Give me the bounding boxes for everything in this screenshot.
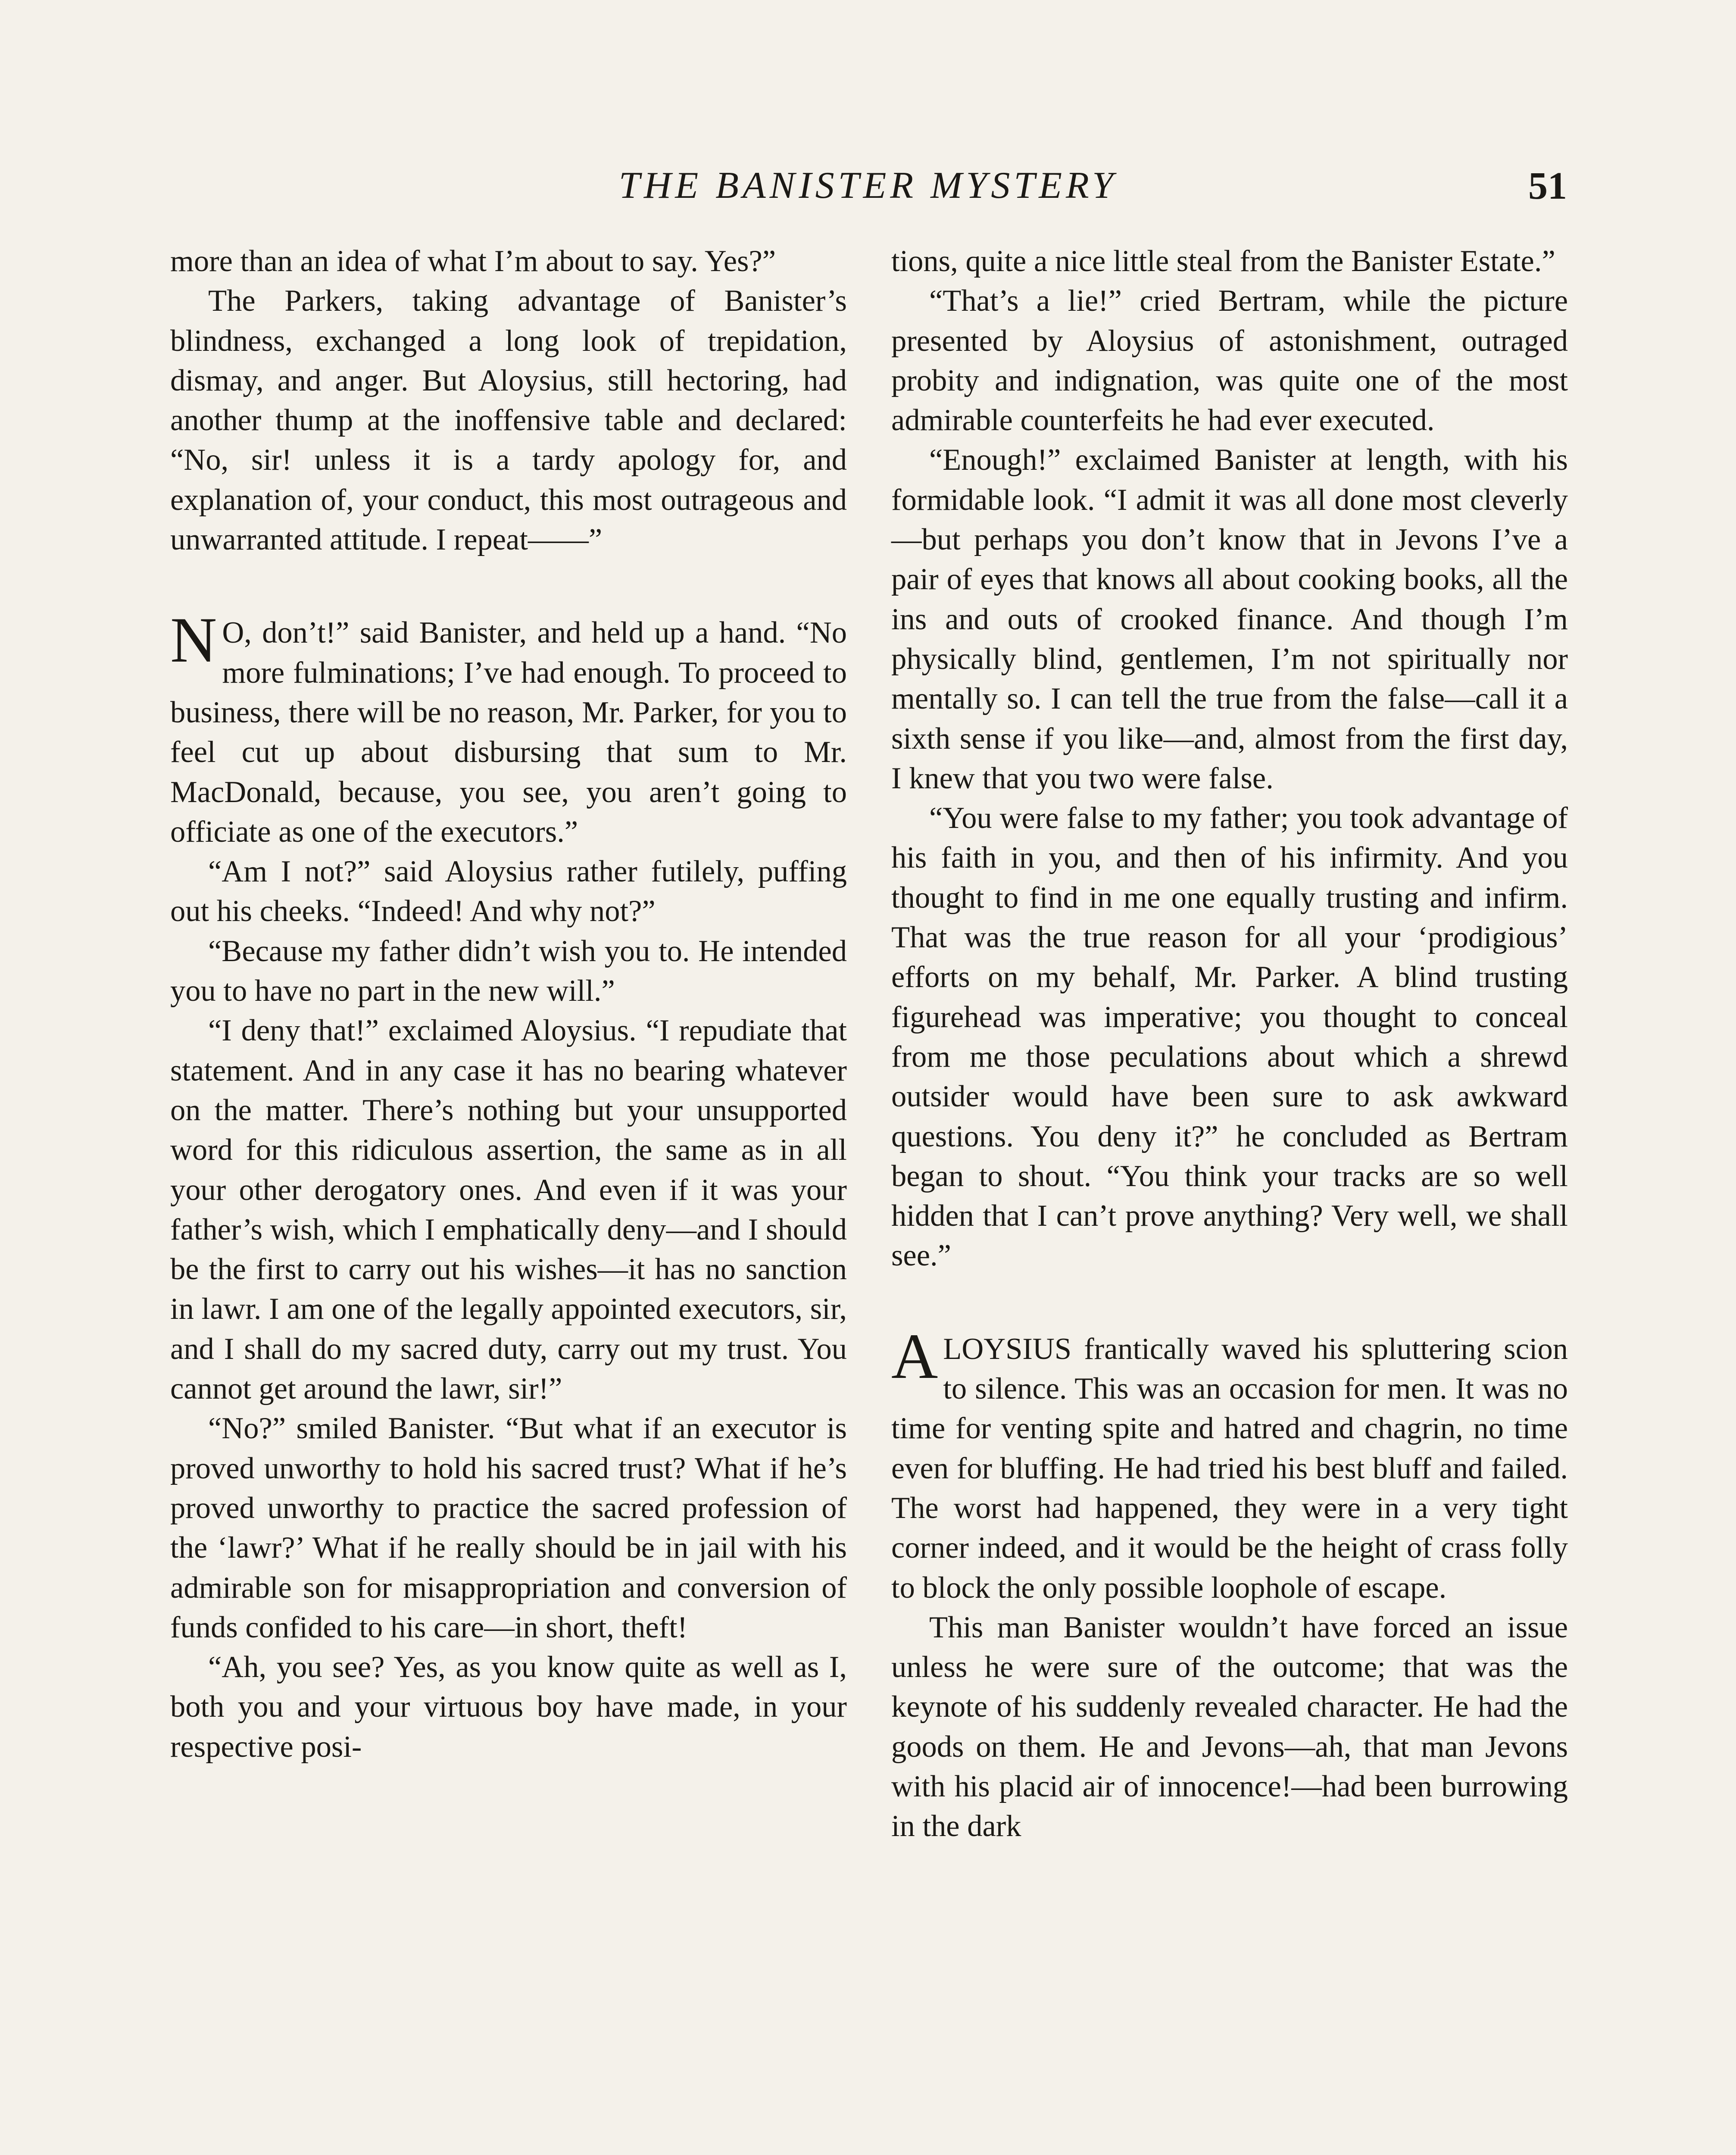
- paragraph: “Am I not?” said Aloysius rather futilely, puffing out his cheeks. “Indeed! And why not?”: [170, 855, 847, 928]
- drop-cap: A: [891, 1320, 938, 1392]
- paragraph: “I deny that!” exclaimed Aloysius. “I repudiate that statement. And in any case it has no bearing whatever on the matter. There’s nothing but your unsupported word for this ridiculous assertion, the same as in all your other derogatory ones. And even if it was your father’s wish, which I emphatically deny—and I should be the first to carry out his wishes—it has no sanction in lawr. I am one of the legally appointed executors, sir, and I shall do my sacred duty, carry out my trust. You cannot get around the lawr, sir!”: [170, 1014, 847, 1406]
- left-column: [170, 241, 847, 1767]
- section-opening-paragraph: [891, 1320, 1568, 1608]
- paragraph: tions, quite a nice little steal from the Banister Estate.”: [891, 244, 1555, 278]
- drop-cap: N: [170, 604, 217, 676]
- running-title: THE BANISTER MYSTERY: [618, 165, 1118, 206]
- page-number: 51: [1528, 165, 1567, 207]
- paragraph: “That’s a lie!” cried Bertram, while the picture presented by Aloysius of astonishment, outraged probity and indignation, was quite one of the most admirable counterfeits he had ever executed.: [891, 284, 1568, 437]
- paragraph: The Parkers, taking advantage of Banister’s blindness, exchanged a long look of trepidation, dismay, and anger. But Aloysius, still hectoring, had another thump at the inoffensive table and declared: “No, sir! unless it is a tardy apology for, and explanation of, your conduct, this most outrageous and unwarranted attitude. I repeat——”: [170, 284, 847, 557]
- paragraph: more than an idea of what I’m about to say. Yes?”: [170, 244, 776, 278]
- paragraph: “Because my father didn’t wish you to. He intended you to have no part in the new will.”: [170, 934, 847, 1008]
- paragraph-text: LOYSIUS frantically waved his spluttering scion to silence. This was an occasion for men. It was no time for venting spite and hatred and chagrin, no time even for bluffing. He had tried his best bluff and failed. The worst had happened, they were in a very tight corner indeed, and it would be the height of crass folly to block the only possible loophole of escape.: [891, 1332, 1568, 1605]
- section-opening-paragraph: [170, 604, 847, 852]
- paragraph: This man Banister wouldn’t have forced an issue unless he were sure of the outcome; that was the keynote of his suddenly revealed character. He had the goods on them. He and Jevons—ah, that man Jevons with his placid air of innocence!—had been burrowing in the dark: [891, 1610, 1568, 1843]
- paragraph-text: O, don’t!” said Banister, and held up a hand. “No more fulminations; I’ve had enough. To proceed to business, there will be no reason, Mr. Parker, for you to feel cut up about disbursing that sum to Mr. MacDonald, because, you see, you aren’t going to officiate as one of the executors.”: [170, 616, 847, 849]
- paragraph: “You were false to my father; you took advantage of his faith in you, and then of his infirmity. And you thought to find in me one equally trusting and infirm. That was the true reason for all your ‘prodigious’ efforts on my behalf, Mr. Parker. A blind trusting figurehead was imperative; you thought to conceal from me those peculations about which a shrewd outsider would have been sure to ask awkward questions. You deny it?” he concluded as Bertram began to shout. “You think your tracks are so well hidden that I can’t prove anything? Very well, we shall see.”: [891, 801, 1568, 1273]
- right-column: [891, 241, 1568, 1846]
- section-break: [170, 559, 847, 613]
- paragraph: “Ah, you see? Yes, as you know quite as well as I, both you and your virtuous boy have made, in your respective posi-: [170, 1650, 847, 1764]
- paragraph: “No?” smiled Banister. “But what if an executor is proved unworthy to hold his sacred trust? What if he’s proved unworthy to practice the sacred profession of the ‘lawr?’ What if he really should be in jail with his admirable son for misappropriation and conversion of funds confided to his care—in short, theft!: [170, 1412, 847, 1644]
- paragraph: “Enough!” exclaimed Banister at length, with his formidable look. “I admit it was all done most cleverly—but perhaps you don’t know that in Jevons I’ve a pair of eyes that knows all about cooking books, all the ins and outs of crooked finance. And though I’m physically blind, gentlemen, I’m not spiritually nor mentally so. I can tell the true from the false—call it a sixth sense if you like—and, almost from the first day, I knew that you two were false.: [891, 443, 1568, 795]
- section-break: [891, 1276, 1568, 1329]
- page-header: [0, 164, 1736, 216]
